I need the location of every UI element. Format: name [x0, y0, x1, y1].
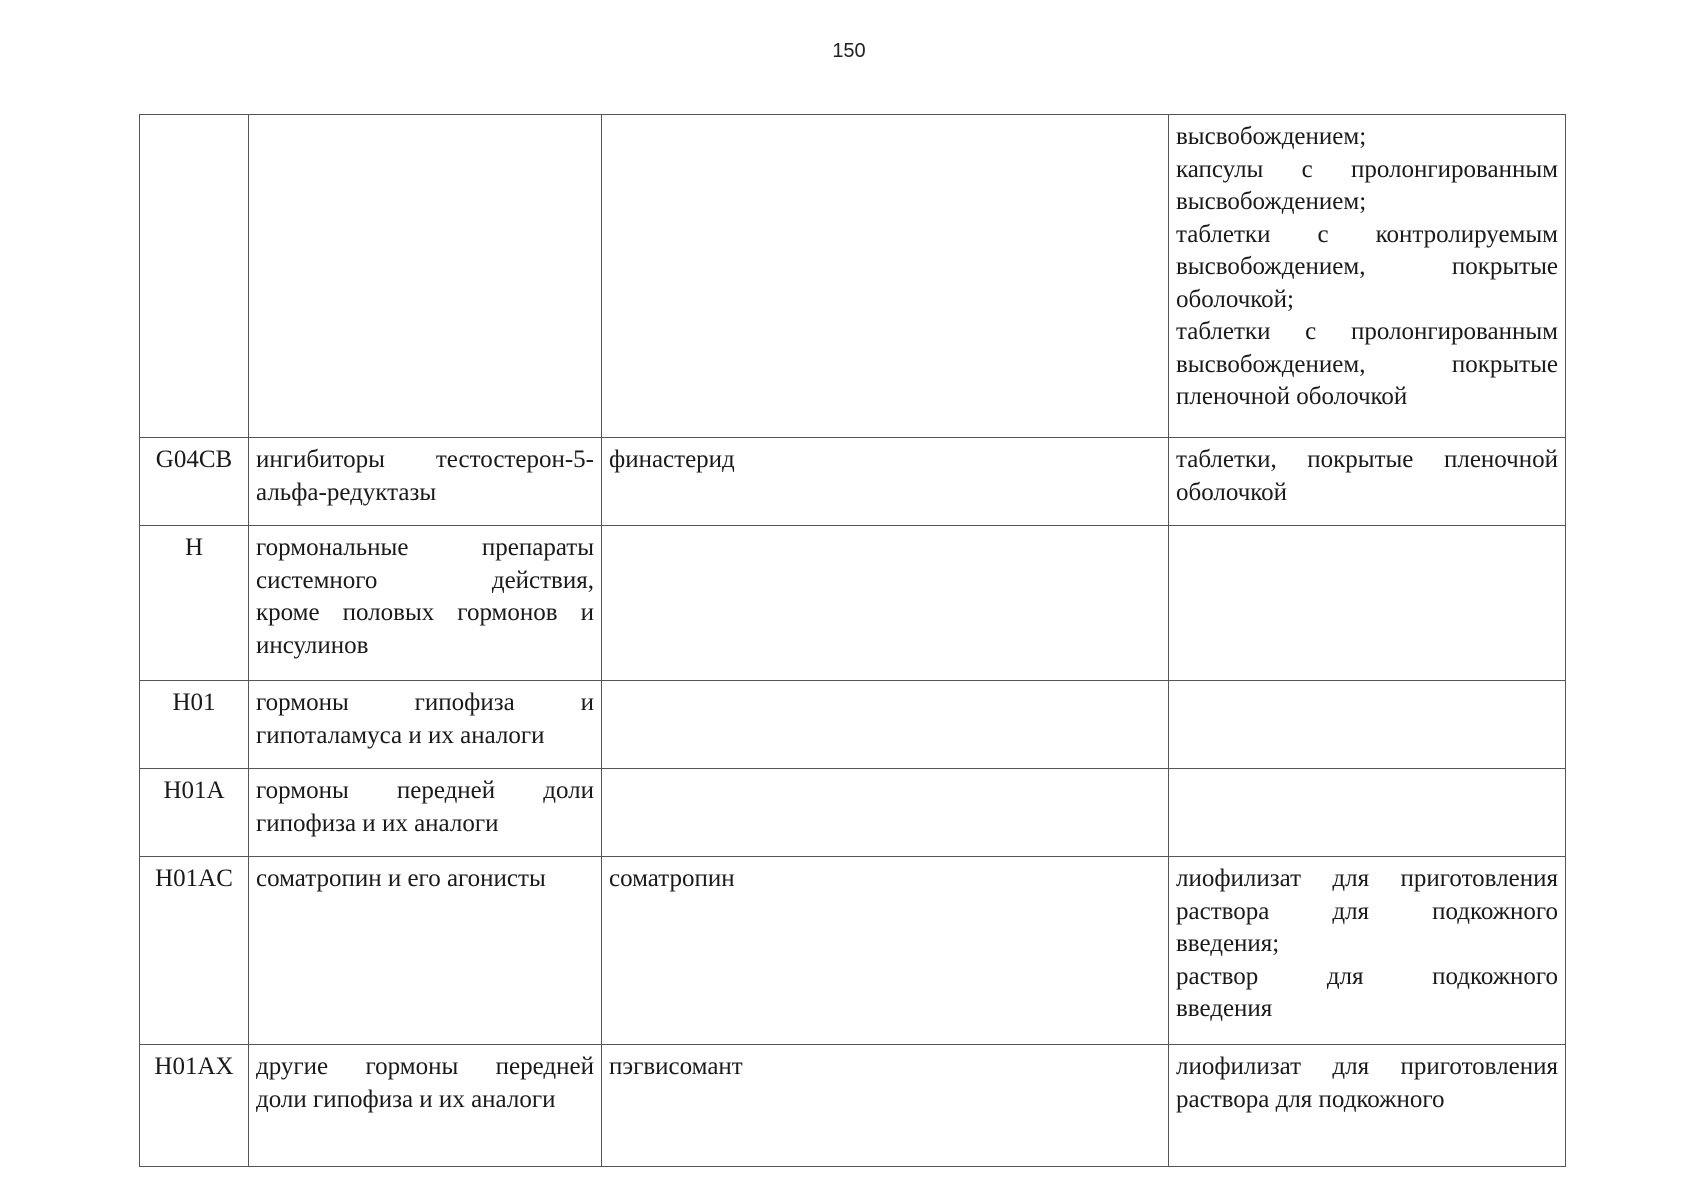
group-text-line: доли гипофиза и их аналоги	[256, 1085, 556, 1113]
form-text-line: высвобождением, покрытые	[1176, 253, 1558, 280]
group-text-line: гипофиза и их аналоги	[256, 809, 499, 837]
form-text-line: таблетки с пролонгированным	[1176, 318, 1558, 345]
form-text-line: капсулы с пролонгированным	[1176, 155, 1558, 183]
group-text-line: гормоны гипофиза и	[256, 689, 594, 716]
table-row	[140, 857, 1566, 1045]
atc-code-cell: H01AX	[140, 1045, 249, 1167]
anatomical-group-cell	[249, 681, 602, 769]
form-text-line: раствора для подкожного	[1176, 1085, 1445, 1113]
form-text-line: таблетки с контролируемым	[1176, 220, 1558, 248]
table-row	[140, 1045, 1566, 1167]
dosage-form-cell	[1169, 526, 1566, 681]
drug-name-cell	[602, 115, 1169, 438]
group-text-line: гормоны передней доли	[256, 777, 594, 804]
group-text-line: инсулинов	[256, 631, 369, 659]
form-text-line: лиофилизат для приготовления	[1176, 865, 1558, 892]
group-text-line: гипоталамуса и их аналоги	[256, 721, 545, 749]
dosage-form-cell	[1169, 681, 1566, 769]
drug-table	[139, 114, 1566, 1167]
group-text-line: кроме половых гормонов и	[256, 599, 594, 626]
anatomical-group-cell	[249, 1045, 602, 1167]
group-text-line: системного действия,	[256, 566, 594, 594]
dosage-form-cell	[1169, 769, 1566, 857]
table-row	[140, 438, 1566, 526]
atc-code-cell	[140, 115, 249, 438]
atc-code-cell: G04CB	[140, 438, 249, 526]
form-text-line: оболочкой;	[1176, 285, 1294, 313]
group-text-line: гормональные препараты	[256, 534, 594, 561]
anatomical-group-cell	[249, 438, 602, 526]
table-row	[140, 526, 1566, 681]
drug-name-cell	[602, 769, 1169, 857]
form-text-line: раствора для подкожного	[1176, 897, 1558, 925]
form-text-line: высвобождением, покрытые	[1176, 350, 1558, 378]
anatomical-group-cell	[249, 115, 602, 438]
form-text-line: введения;	[1176, 930, 1280, 957]
page-number: 150	[832, 40, 866, 62]
atc-code-cell: H01AC	[140, 857, 249, 1045]
table-body	[140, 115, 1566, 1167]
form-text-line: введения	[1176, 995, 1273, 1022]
form-text-line: оболочкой	[1176, 478, 1288, 506]
table-row	[140, 115, 1566, 438]
anatomical-group-cell	[249, 769, 602, 857]
group-text-line: ингибиторы тестостерон-5-	[256, 446, 594, 473]
form-text-line: лиофилизат для приготовления	[1176, 1053, 1558, 1080]
atc-code-cell: H01	[140, 681, 249, 769]
drug-name-cell: финастерид	[602, 438, 1169, 526]
form-text-line: высвобождением;	[1176, 123, 1367, 150]
group-text-line: альфа-редуктазы	[256, 478, 437, 506]
group-text-line: другие гормоны передней	[256, 1053, 594, 1080]
anatomical-group-cell	[249, 857, 602, 1045]
group-text-line: соматропин и его агонисты	[256, 865, 546, 892]
drug-name-cell	[602, 681, 1169, 769]
form-text-line: раствор для подкожного	[1176, 962, 1558, 990]
atc-code-cell: H	[140, 526, 249, 681]
drug-name-cell: пэгвисомант	[602, 1045, 1169, 1167]
drug-name-cell: соматропин	[602, 857, 1169, 1045]
dosage-form-cell	[1169, 1045, 1566, 1167]
anatomical-group-cell	[249, 526, 602, 681]
dosage-form-cell	[1169, 115, 1566, 438]
dosage-form-cell	[1169, 857, 1566, 1045]
drug-name-cell	[602, 526, 1169, 681]
table-row	[140, 681, 1566, 769]
table-row	[140, 769, 1566, 857]
atc-code-cell: H01A	[140, 769, 249, 857]
form-text-line: высвобождением;	[1176, 188, 1367, 215]
form-text-line: таблетки, покрытые пленочной	[1176, 446, 1558, 473]
dosage-form-cell	[1169, 438, 1566, 526]
form-text-line: пленочной оболочкой	[1176, 383, 1408, 410]
